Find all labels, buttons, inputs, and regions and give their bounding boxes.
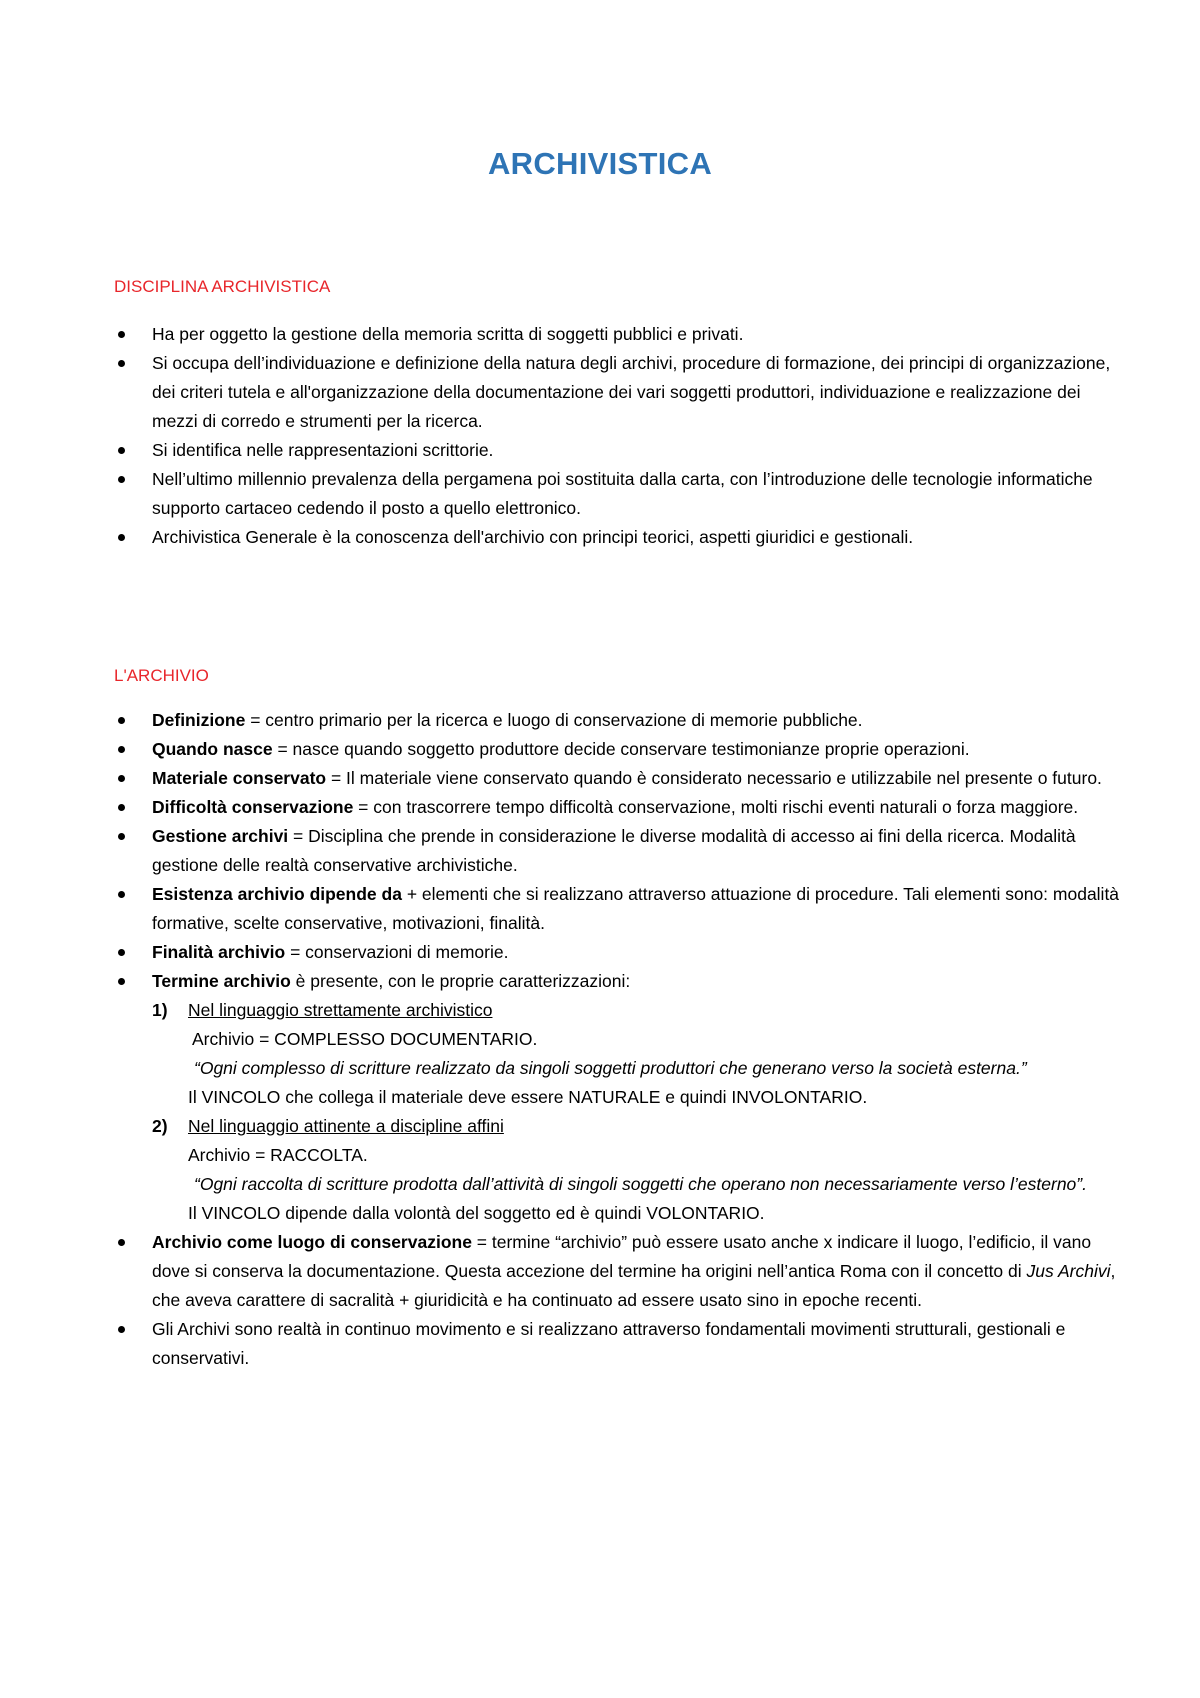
item-term: Quando nasce bbox=[152, 739, 273, 759]
sublist-note: Il VINCOLO che collega il materiale deve essere NATURALE e quindi INVOLONTARIO. bbox=[188, 1087, 868, 1107]
sublist-number: 2) bbox=[152, 1116, 168, 1136]
item-text: = Il materiale viene conservato quando è considerato necessario e utilizzabile nel presente o futuro. bbox=[326, 768, 1102, 788]
sublist-quote: “Ogni raccolta di scritture prodotta dall’attività di singoli soggetti che operano non necessariamente verso l’esterno”. bbox=[194, 1174, 1087, 1194]
disciplina-list bbox=[114, 320, 1124, 552]
list-item bbox=[114, 706, 1124, 735]
sublist-title: Nel linguaggio attinente a discipline affini bbox=[188, 1116, 504, 1136]
sublist-line: Archivio = COMPLESSO DOCUMENTARIO. bbox=[192, 1029, 538, 1049]
list-item bbox=[114, 735, 1124, 764]
list-item bbox=[114, 764, 1124, 793]
item-text: = con trascorrere tempo difficoltà conservazione, molti rischi eventi naturali o forza maggiore. bbox=[353, 797, 1079, 817]
list-item bbox=[114, 793, 1124, 822]
list-item: Ha per oggetto la gestione della memoria scritta di soggetti pubblici e privati. bbox=[114, 320, 1124, 349]
sublist-title: Nel linguaggio strettamente archivistico bbox=[188, 1000, 493, 1020]
item-text: + elementi che si realizzano attraverso attuazione di procedure. Tali elementi sono: modalità formative, scelte conservative, motivazioni, finalità. bbox=[152, 884, 1120, 933]
item-term: Archivio come luogo di conservazione bbox=[152, 1232, 472, 1252]
item-text: = nasce quando soggetto produttore decide conservare testimonianze proprie operazioni. bbox=[272, 739, 970, 759]
item-text: = conservazioni di memorie. bbox=[285, 942, 509, 962]
sublist-item bbox=[152, 1112, 1124, 1228]
list-item: Archivistica Generale è la conoscenza dell'archivio con principi teorici, aspetti giuridici e gestionali. bbox=[114, 523, 1124, 552]
document-title: ARCHIVISTICA bbox=[487, 146, 713, 181]
list-item: Si occupa dell’individuazione e definizione della natura degli archivi, procedure di formazione, dei principi di organizzazione, dei criteri tutela e all'organizzazione della documentazione dei vari soggetti produttori, individuazione e realizzazione dei mezzi di corredo e strumenti per la ricerca. bbox=[114, 349, 1124, 436]
item-term: Termine archivio bbox=[152, 971, 291, 991]
item-text: = Disciplina che prende in considerazione le diverse modalità di accesso ai fini della ricerca. Modalità gestione delle realtà conservative archivistiche. bbox=[152, 826, 1076, 875]
item-term: Esistenza archivio dipende da bbox=[152, 884, 402, 904]
item-text: = centro primario per la ricerca e luogo di conservazione di memorie pubbliche. bbox=[245, 710, 863, 730]
item-term: Materiale conservato bbox=[152, 768, 327, 788]
item-term: Difficoltà conservazione bbox=[152, 797, 354, 817]
list-item bbox=[114, 967, 1124, 1228]
item-term: Finalità archivio bbox=[152, 942, 286, 962]
item-italic: Jus Archivi bbox=[1026, 1261, 1111, 1281]
list-item bbox=[114, 822, 1124, 880]
item-text: , che aveva carattere di sacralità + giuridicità e ha continuato ad essere usato sino in epoche recenti. bbox=[152, 1261, 1116, 1310]
section-heading-archivio: L'ARCHIVIO bbox=[114, 666, 209, 685]
list-item bbox=[114, 938, 1124, 967]
sublist-line: Archivio = RACCOLTA. bbox=[188, 1145, 368, 1165]
list-item bbox=[114, 880, 1124, 938]
archivio-list bbox=[114, 706, 1124, 1373]
list-item: Nell’ultimo millennio prevalenza della pergamena poi sostituita dalla carta, con l’introduzione delle tecnologie informatiche supporto cartaceo cedendo il posto a quello elettronico. bbox=[114, 465, 1124, 523]
sublist-number: 1) bbox=[152, 1000, 168, 1020]
list-item: Si identifica nelle rappresentazioni scrittorie. bbox=[114, 436, 1124, 465]
list-item bbox=[114, 1228, 1124, 1315]
item-text: = termine “archivio” può essere usato anche x indicare il luogo, l’edificio, il vano dove si conserva la documentazione. Questa accezione del termine ha origini nell’antica Roma con il concetto di bbox=[152, 1232, 1092, 1281]
item-term: Definizione bbox=[152, 710, 246, 730]
sublist-quote: “Ogni complesso di scritture realizzato da singoli soggetti produttori che generano verso la società esterna.” bbox=[194, 1058, 1027, 1078]
sublist-note: Il VINCOLO dipende dalla volontà del soggetto ed è quindi VOLONTARIO. bbox=[188, 1203, 765, 1223]
sublist-item bbox=[152, 996, 1124, 1112]
list-item: Gli Archivi sono realtà in continuo movimento e si realizzano attraverso fondamentali movimenti strutturali, gestionali e conservativi. bbox=[114, 1315, 1124, 1373]
section-heading-disciplina: DISCIPLINA ARCHIVISTICA bbox=[114, 277, 331, 296]
item-term: Gestione archivi bbox=[152, 826, 289, 846]
item-text: è presente, con le proprie caratterizzazioni: bbox=[290, 971, 631, 991]
termine-sublist bbox=[152, 996, 1124, 1228]
